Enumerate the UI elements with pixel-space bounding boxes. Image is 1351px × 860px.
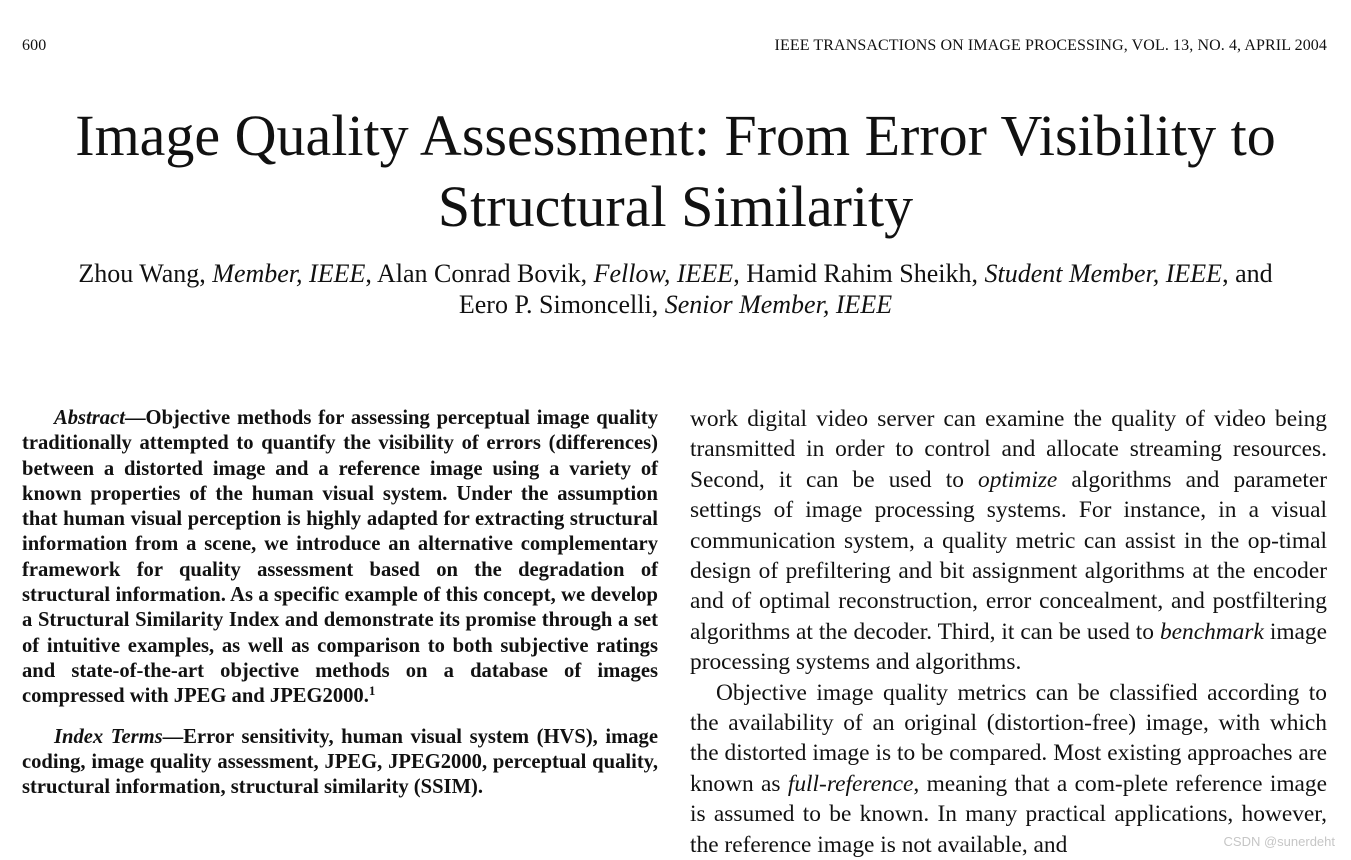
author-role: Student Member, IEEE: [984, 259, 1223, 288]
body-paragraph-2: [690, 678, 1327, 860]
author-name: Alan Conrad Bovik: [376, 259, 581, 288]
author-name: Eero P. Simoncelli: [458, 290, 652, 319]
author-role: Senior Member, IEEE: [664, 290, 893, 319]
left-column: [22, 406, 658, 800]
author-line-2: Eero P. Simoncelli, Senior Member, IEEE: [458, 290, 893, 319]
abstract: [22, 406, 658, 710]
page-number: 600: [22, 37, 47, 54]
title-line-2: Structural Similarity: [437, 174, 914, 239]
body-text: work digital video server can examine the quality of video being transmitted in order to control and allocate streaming resources. Second, it can be used to: [690, 406, 1327, 493]
body-text: algorithms and parameter settings of image processing systems. For instance, in a visual communication system, a quality metric can assist in the op-timal design of prefiltering and bit assignment algorithms at the encoder and of optimal reconstruction, error concealment, and postfiltering algorithms at the decoder. Third, it can be used to: [690, 466, 1327, 645]
body-paragraph-1: [690, 404, 1327, 678]
abstract-dash: —: [124, 407, 146, 429]
index-terms-text: Error sensitivity, human visual system (HVS), image coding, image quality assessment, JPEG, JPEG2000, perceptual quality, structural information, structural similarity (SSIM).: [22, 725, 658, 799]
footnote-mark: 1: [368, 683, 376, 699]
body-text: , meaning that a com-plete reference image is assumed to be known. In many practical applications, however, the reference image is not available, and: [690, 770, 1327, 858]
author-name: Hamid Rahim Sheikh: [746, 259, 972, 288]
index-terms-label: Index Terms: [54, 725, 163, 748]
author-line-1: Zhou Wang, Member, IEEE, Alan Conrad Bovik, Fellow, IEEE, Hamid Rahim Sheikh, Student Member, IEEE, and: [78, 259, 1273, 288]
paper-title: [0, 100, 1351, 242]
body-text: image processing systems and algorithms.: [690, 618, 1327, 676]
author-role: Member, IEEE: [212, 259, 366, 288]
author-conjunction: and: [1235, 259, 1273, 288]
author-list: [0, 258, 1351, 320]
index-terms-dash: —: [162, 725, 184, 748]
title-line-1: Image Quality Assessment: From Error Visibility to: [75, 103, 1276, 168]
emphasis-benchmark: benchmark: [1159, 618, 1264, 645]
body-text: Objective image quality metrics can be classified according to the availability of an original (distortion-free) image, with which the distorted image is to be compared. Most existing approaches are known as: [690, 679, 1327, 797]
author-name: Zhou Wang: [78, 259, 200, 288]
emphasis-optimize: optimize: [978, 466, 1058, 493]
abstract-label: Abstract: [54, 407, 125, 429]
journal-citation: IEEE TRANSACTIONS ON IMAGE PROCESSING, VOL. 13, NO. 4, APRIL 2004: [774, 37, 1327, 54]
emphasis-full-reference: full-reference: [787, 770, 914, 797]
author-role: Fellow, IEEE: [593, 259, 734, 288]
index-terms: [22, 725, 658, 801]
right-column: [690, 404, 1327, 860]
abstract-text: Objective methods for assessing perceptual image quality traditionally attempted to quantify the visibility of errors (differences) between a distorted image and a reference image using a variety of known properties of the human visual system. Under the assumption that human visual perception is highly adapted for extracting structural information from a scene, we introduce an alternative complementary framework for quality assessment based on the degradation of structural information. As a specific example of this concept, we develop a Structural Similarity Index and demonstrate its promise through a set of intuitive examples, as well as comparison to both subjective ratings and state-of-the-art objective methods on a database of images compressed with JPEG and JPEG2000.: [22, 407, 658, 708]
watermark: CSDN @sunerdeht: [1223, 834, 1335, 849]
